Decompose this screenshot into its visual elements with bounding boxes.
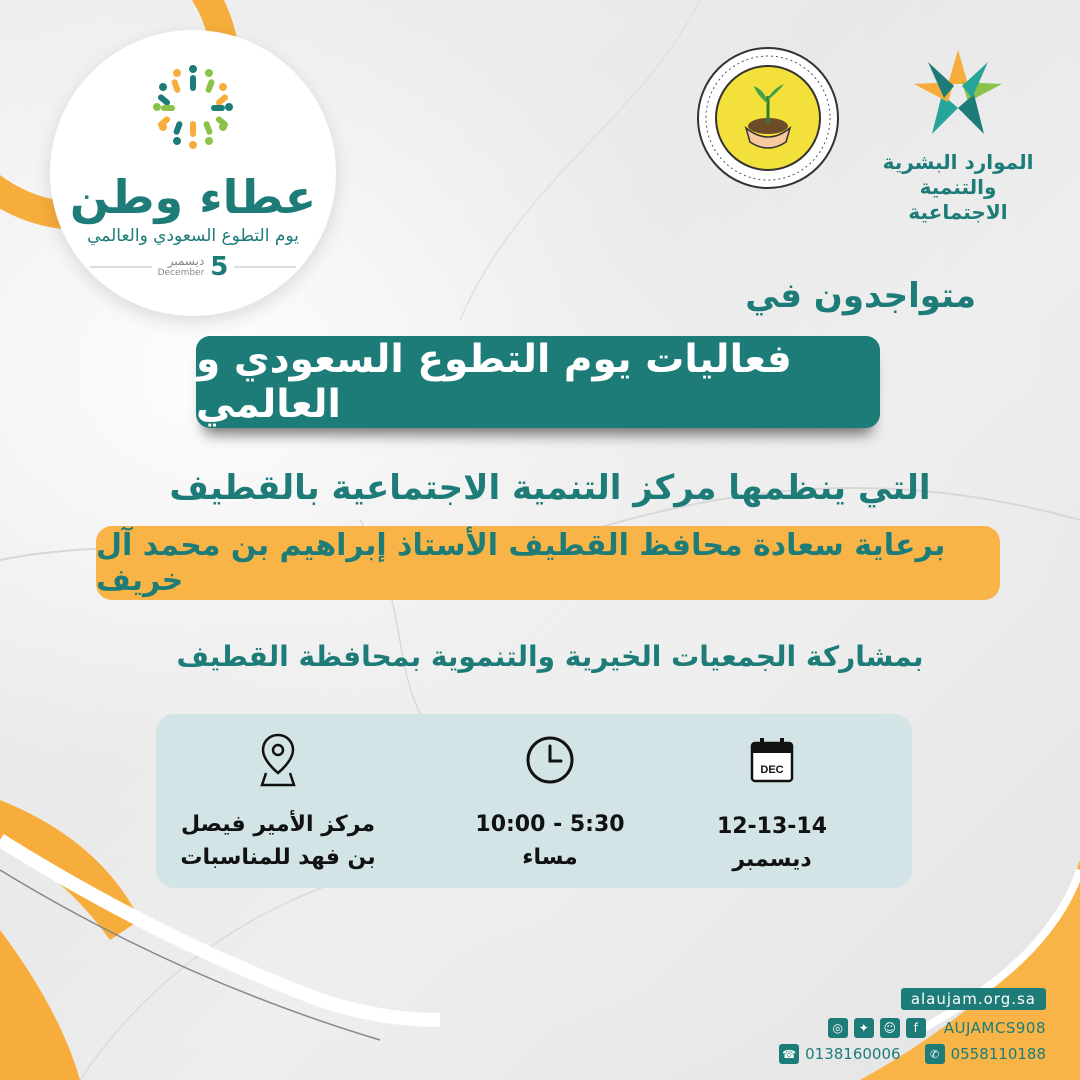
social-links <box>828 1018 1046 1038</box>
badge-date <box>90 252 296 282</box>
location-line-1: مركز الأمير فيصل <box>180 812 375 837</box>
partners-text: بمشاركة الجمعيات الخيرية والتنموية بمحافظة القطيف <box>176 640 924 673</box>
badge-month <box>158 255 205 278</box>
volunteer-burst-icon <box>153 55 233 155</box>
website-url[interactable]: alaujam.org.sa <box>901 988 1046 1010</box>
hr-star-icon <box>868 48 1048 140</box>
organizer-text: التي ينظمها مركز التنمية الاجتماعية بالقطيف <box>169 468 931 508</box>
badge-day: 5 <box>210 252 229 282</box>
calendar-icon <box>750 732 794 788</box>
hr-line-2: والتنمية الاجتماعية <box>908 175 1008 224</box>
date-column <box>672 732 872 876</box>
phone-icon: ☎ <box>779 1044 799 1064</box>
social-handle: AUJAMCS908 <box>943 1019 1046 1037</box>
patron-banner: برعاية سعادة محافظ القطيف الأستاذ إبراهيم بن محمد آل خريف <box>96 526 1000 600</box>
snapchat-icon[interactable]: ☺ <box>880 1018 900 1038</box>
landline-number[interactable]: 0138160006 <box>805 1045 901 1063</box>
phone-contacts <box>779 1044 1046 1064</box>
badge-title: عطاء وطن <box>69 170 317 224</box>
badge-month-ar: ديسمبر <box>167 254 205 269</box>
whatsapp-number[interactable]: 0558110188 <box>950 1045 1046 1063</box>
divider <box>90 266 152 268</box>
instagram-icon[interactable]: ◎ <box>828 1018 848 1038</box>
hr-line-1: الموارد البشرية <box>882 150 1034 174</box>
time-period: مساء <box>522 845 578 870</box>
date-numbers: 12-13-14 <box>716 814 828 839</box>
hr-ministry-name <box>868 150 1048 225</box>
location-line-2: بن فهد للمناسبات <box>180 845 376 870</box>
calendar-label: DEC <box>760 764 784 776</box>
facebook-icon[interactable]: f <box>906 1018 926 1038</box>
twitter-icon[interactable]: ✦ <box>854 1018 874 1038</box>
bottom-left-wave-decoration <box>0 780 660 1080</box>
events-title-banner: فعاليات يوم التطوع السعودي و العالمي <box>196 336 880 428</box>
event-badge <box>50 30 336 316</box>
badge-month-en: December <box>157 267 205 278</box>
hr-ministry-logo <box>868 48 1048 225</box>
date-month: ديسمبر <box>732 847 812 872</box>
present-in-heading: متواجدون في <box>745 276 976 316</box>
whatsapp-icon: ✆ <box>925 1044 945 1064</box>
divider <box>234 266 296 268</box>
badge-subtitle: يوم التطوع السعودي والعالمي <box>87 226 299 246</box>
time-range: 10:00 - 5:30 <box>475 812 625 837</box>
charity-seal-logo <box>696 46 840 190</box>
